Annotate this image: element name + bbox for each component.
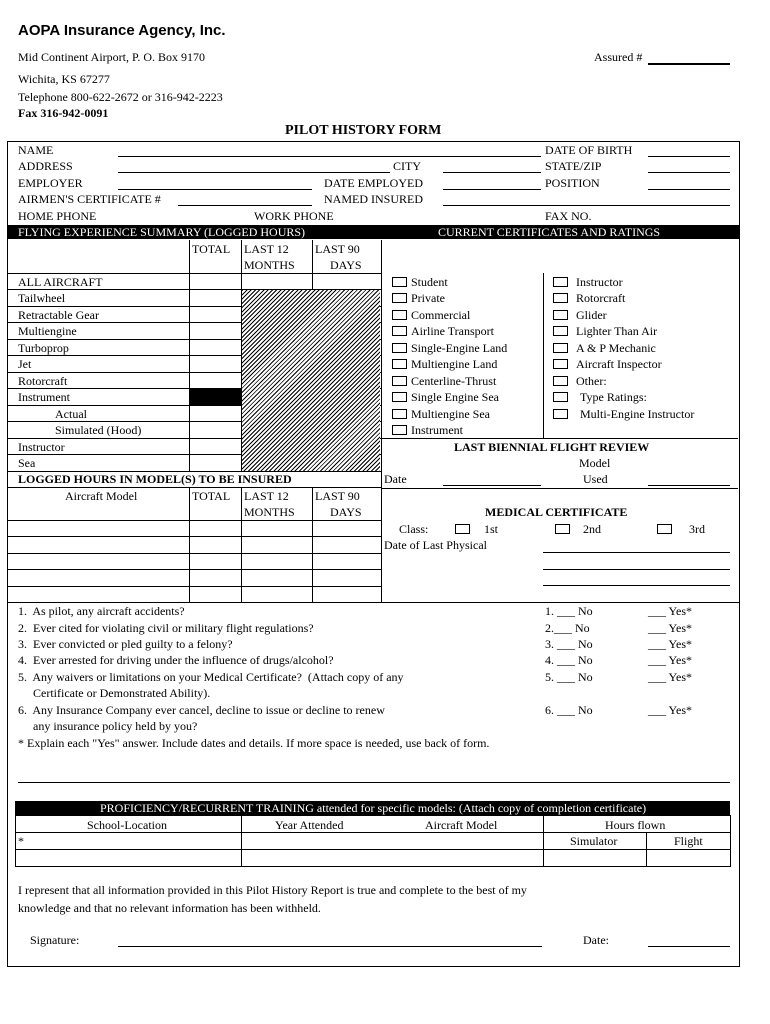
grid-line bbox=[543, 273, 544, 438]
question-no[interactable]: 5. ___ No bbox=[545, 670, 593, 684]
signature-label: Signature: bbox=[30, 933, 80, 947]
training-simulator-header: Simulator bbox=[570, 834, 618, 848]
attestation-line-2: knowledge and that no relevant information has been withheld. bbox=[18, 901, 321, 915]
row-label: Rotorcraft bbox=[18, 374, 68, 388]
cert-label: Multiengine Land bbox=[411, 357, 498, 371]
grid-line bbox=[7, 273, 382, 274]
fax-no-label: FAX NO. bbox=[545, 209, 592, 223]
cert-label: Aircraft Inspector bbox=[576, 357, 662, 371]
checkbox-glider[interactable] bbox=[553, 310, 568, 320]
checkbox-multiengine-sea[interactable] bbox=[392, 409, 407, 419]
row-label: Actual bbox=[55, 407, 87, 421]
checkbox-class-3[interactable] bbox=[657, 524, 672, 534]
grid-line bbox=[7, 586, 382, 587]
cert-label: Rotorcraft bbox=[576, 291, 626, 305]
checkbox-rotorcraft[interactable] bbox=[553, 293, 568, 303]
company-city: Wichita, KS 67277 bbox=[18, 72, 110, 86]
biennial-used-label: Used bbox=[583, 472, 608, 486]
checkbox-aircraft-inspector[interactable] bbox=[553, 359, 568, 369]
col-last90-header-2: DAYS bbox=[330, 258, 362, 272]
row-label: Simulated (Hood) bbox=[55, 423, 142, 437]
question-no[interactable]: 2.___ No bbox=[545, 621, 590, 635]
assured-field[interactable] bbox=[648, 63, 730, 65]
named-insured-field[interactable] bbox=[443, 205, 730, 206]
company-telephone: Telephone 800-622-2672 or 316-942-2223 bbox=[18, 90, 223, 104]
biennial-date-field[interactable] bbox=[443, 485, 541, 486]
row-label: Turboprop bbox=[18, 341, 69, 355]
checkbox-class-2[interactable] bbox=[555, 524, 570, 534]
grid-line bbox=[381, 438, 738, 439]
grid-line bbox=[241, 815, 242, 866]
airmens-cert-label: AIRMEN'S CERTIFICATE # bbox=[18, 192, 161, 206]
cert-label: Glider bbox=[576, 308, 607, 322]
home-phone-label: HOME PHONE bbox=[18, 209, 97, 223]
training-year-header: Year Attended bbox=[275, 818, 344, 832]
question-no[interactable]: 4. ___ No bbox=[545, 653, 593, 667]
col-last12-header-2: MONTHS bbox=[244, 258, 295, 272]
cert-label: Instructor bbox=[576, 275, 623, 289]
checkbox-single-engine-sea[interactable] bbox=[392, 392, 407, 402]
explain-field[interactable] bbox=[18, 782, 730, 783]
explain-note: * Explain each "Yes" answer. Include dates and details. If more space is needed, use back of form. bbox=[18, 736, 490, 750]
training-title: PROFICIENCY/RECURRENT TRAINING attended for specific models: (Attach copy of completion certificate) bbox=[100, 801, 647, 815]
model-last90-header: LAST 90 bbox=[315, 489, 360, 503]
state-zip-field[interactable] bbox=[648, 172, 730, 173]
row-label: Tailwheel bbox=[18, 291, 66, 305]
date-field[interactable] bbox=[648, 946, 730, 947]
checkbox-ap-mechanic[interactable] bbox=[553, 343, 568, 353]
last-physical-field[interactable] bbox=[543, 552, 730, 553]
employer-label: EMPLOYER bbox=[18, 176, 83, 190]
flying-summary-title: FLYING EXPERIENCE SUMMARY (LOGGED HOURS) bbox=[18, 225, 306, 239]
biennial-model-label: Model bbox=[579, 456, 611, 470]
date-employed-label: DATE EMPLOYED bbox=[324, 176, 423, 190]
model-last12-header: LAST 12 bbox=[244, 489, 289, 503]
training-model-header: Aircraft Model bbox=[425, 818, 498, 832]
work-phone-label: WORK PHONE bbox=[254, 209, 334, 223]
question-continued: any insurance policy held by you? bbox=[18, 719, 198, 733]
checkbox-other[interactable] bbox=[553, 376, 568, 386]
company-name: AOPA Insurance Agency, Inc. bbox=[18, 22, 226, 39]
grid-line bbox=[7, 536, 382, 537]
checkbox-multi-engine-instructor[interactable] bbox=[553, 409, 568, 419]
biennial-date-label: Date bbox=[384, 472, 407, 486]
row-label: Retractable Gear bbox=[18, 308, 99, 322]
medical-title: MEDICAL CERTIFICATE bbox=[485, 505, 628, 519]
aircraft-model-header: Aircraft Model bbox=[65, 489, 138, 503]
cert-label: Lighter Than Air bbox=[576, 324, 658, 338]
question-no[interactable]: 1. ___ No bbox=[545, 604, 593, 618]
question-no[interactable]: 3. ___ No bbox=[545, 637, 593, 651]
question: 5. Any waivers or limitations on your Medical Certificate? (Attach copy of any bbox=[18, 670, 404, 684]
cert-label: Student bbox=[411, 275, 448, 289]
row-label: Instrument bbox=[18, 390, 70, 404]
training-bar bbox=[15, 801, 730, 815]
checkbox-class-1[interactable] bbox=[455, 524, 470, 534]
company-address: Mid Continent Airport, P. O. Box 9170 bbox=[18, 50, 206, 64]
address-field[interactable] bbox=[118, 172, 390, 173]
class-1-label: 1st bbox=[484, 522, 499, 536]
row-label: Instructor bbox=[18, 440, 65, 454]
certificates-title: CURRENT CERTIFICATES AND RATINGS bbox=[438, 225, 661, 239]
question-yes[interactable]: ___ Yes* bbox=[648, 637, 693, 651]
city-label: CITY bbox=[393, 159, 421, 173]
checkbox-instrument[interactable] bbox=[392, 425, 407, 435]
question-yes[interactable]: ___ Yes* bbox=[648, 703, 693, 717]
grid-line bbox=[7, 487, 382, 488]
last-physical-label: Date of Last Physical bbox=[384, 538, 487, 552]
section-bar bbox=[7, 225, 739, 239]
checkbox-type-ratings[interactable] bbox=[553, 392, 568, 402]
date-employed-field[interactable] bbox=[443, 189, 541, 190]
airmens-cert-field[interactable] bbox=[178, 205, 312, 206]
class-2-label: 2nd bbox=[583, 522, 601, 536]
question: 4. Ever arrested for driving under the influence of drugs/alcohol? bbox=[18, 653, 334, 667]
question: 2. Ever cited for violating civil or military flight regulations? bbox=[18, 621, 314, 635]
checkbox-single-engine-land[interactable] bbox=[392, 343, 407, 353]
grid-line bbox=[7, 569, 382, 570]
attestation-line-1: I represent that all information provided in this Pilot History Report is true and complete to the best of my bbox=[18, 883, 527, 897]
grid-line bbox=[7, 602, 739, 603]
question: 6. Any Insurance Company ever cancel, decline to issue or decline to renew bbox=[18, 703, 385, 717]
checkbox-private[interactable] bbox=[392, 293, 407, 303]
state-zip-label: STATE/ZIP bbox=[545, 159, 602, 173]
model-total-header: TOTAL bbox=[192, 489, 231, 503]
training-flight-header: Flight bbox=[674, 834, 703, 848]
cert-label: Private bbox=[411, 291, 445, 305]
dob-label: DATE OF BIRTH bbox=[545, 143, 633, 157]
question-yes[interactable]: ___ Yes* bbox=[648, 621, 693, 635]
cert-label: Instrument bbox=[411, 423, 463, 437]
name-field[interactable] bbox=[118, 156, 541, 157]
form-title: PILOT HISTORY FORM bbox=[285, 123, 442, 138]
training-star: * bbox=[18, 834, 24, 848]
row-label: Multiengine bbox=[18, 324, 77, 338]
hatched-area bbox=[242, 290, 380, 471]
checkbox-airline-transport[interactable] bbox=[392, 326, 407, 336]
cert-label: Multi-Engine Instructor bbox=[580, 407, 695, 421]
question-yes[interactable]: ___ Yes* bbox=[648, 604, 693, 618]
cert-label: Single-Engine Land bbox=[411, 341, 508, 355]
company-fax: Fax 316-942-0091 bbox=[18, 106, 109, 120]
medical-extra-field[interactable] bbox=[543, 569, 730, 570]
medical-extra-field[interactable] bbox=[543, 585, 730, 586]
grid-line bbox=[7, 553, 382, 554]
assured-label: Assured # bbox=[594, 50, 643, 64]
checkbox-centerline-thrust[interactable] bbox=[392, 376, 407, 386]
grid-line bbox=[15, 849, 730, 850]
cert-label: Single Engine Sea bbox=[411, 390, 499, 404]
cert-label: A & P Mechanic bbox=[576, 341, 656, 355]
cert-label: Centerline-Thrust bbox=[411, 374, 497, 388]
dob-field[interactable] bbox=[648, 156, 730, 157]
checkbox-commercial[interactable] bbox=[392, 310, 407, 320]
training-hours-header: Hours flown bbox=[605, 818, 666, 832]
grid-line bbox=[381, 488, 738, 489]
checkbox-student[interactable] bbox=[392, 277, 407, 287]
position-field[interactable] bbox=[648, 189, 730, 190]
biennial-title: LAST BIENNIAL FLIGHT REVIEW bbox=[454, 440, 650, 454]
cert-label: Multiengine Sea bbox=[411, 407, 490, 421]
cert-label: Type Ratings: bbox=[580, 390, 647, 404]
address-label: ADDRESS bbox=[18, 159, 73, 173]
cert-label: Commercial bbox=[411, 308, 471, 322]
employer-field[interactable] bbox=[118, 189, 312, 190]
question: 1. As pilot, any aircraft accidents? bbox=[18, 604, 185, 618]
medical-class-label: Class: bbox=[399, 522, 429, 536]
checkbox-lighter-than-air[interactable] bbox=[553, 326, 568, 336]
row-label: ALL AIRCRAFT bbox=[18, 275, 103, 289]
training-school-header: School-Location bbox=[87, 818, 167, 832]
col-total-header: TOTAL bbox=[192, 242, 231, 256]
signature-field[interactable] bbox=[118, 946, 542, 947]
col-last90-header: LAST 90 bbox=[315, 242, 360, 256]
cert-label: Other: bbox=[576, 374, 607, 388]
checkbox-multiengine-land[interactable] bbox=[392, 359, 407, 369]
question-continued: Certificate or Demonstrated Ability). bbox=[18, 686, 211, 700]
question: 3. Ever convicted or pled guilty to a felony? bbox=[18, 637, 233, 651]
cert-label: Airline Transport bbox=[411, 324, 495, 338]
name-label: NAME bbox=[18, 143, 54, 157]
question-no[interactable]: 6. ___ No bbox=[545, 703, 593, 717]
row-label: Sea bbox=[18, 456, 36, 470]
class-3-label: 3rd bbox=[689, 522, 705, 536]
blocked-cell bbox=[190, 389, 241, 405]
city-field[interactable] bbox=[443, 172, 541, 173]
model-last90-header-2: DAYS bbox=[330, 505, 362, 519]
checkbox-instructor[interactable] bbox=[553, 277, 568, 287]
logged-model-title: LOGGED HOURS IN MODEL(S) TO BE INSURED bbox=[18, 472, 292, 486]
model-last12-header-2: MONTHS bbox=[244, 505, 295, 519]
position-label: POSITION bbox=[545, 176, 600, 190]
biennial-model-field[interactable] bbox=[648, 485, 730, 486]
date-label: Date: bbox=[583, 933, 609, 947]
row-label: Jet bbox=[18, 357, 32, 371]
named-insured-label: NAMED INSURED bbox=[324, 192, 423, 206]
grid-line bbox=[7, 520, 382, 521]
question-yes[interactable]: ___ Yes* bbox=[648, 653, 693, 667]
grid-line bbox=[543, 815, 544, 866]
col-last12-header: LAST 12 bbox=[244, 242, 289, 256]
question-yes[interactable]: ___ Yes* bbox=[648, 670, 693, 684]
grid-line bbox=[15, 832, 730, 833]
